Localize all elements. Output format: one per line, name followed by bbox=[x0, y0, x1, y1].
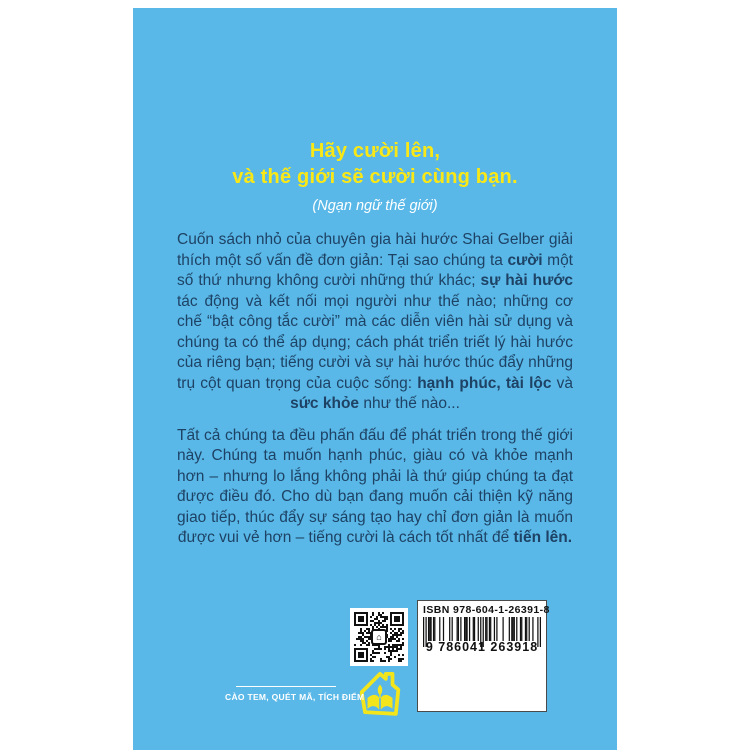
cover-tagline bbox=[133, 138, 617, 190]
qr-code-pattern bbox=[354, 612, 404, 662]
tagline-attribution: (Ngạn ngữ thế giới) bbox=[312, 198, 438, 214]
text-segment: hạnh phúc, tài lộc bbox=[417, 374, 552, 392]
text-segment: cười bbox=[507, 251, 543, 269]
tagline-line2: và thế giới sẽ cười cùng bạn. bbox=[232, 166, 518, 188]
isbn-label: ISBN 978-604-1-26391-8 bbox=[423, 604, 550, 616]
text-segment: một số thứ nhưng không cười những thứ khác; bbox=[177, 251, 573, 289]
text-segment: Tất cả chúng ta đều phấn đấu để phát triển trong thế giới này. Chúng ta muốn hạnh phúc, giàu có và khỏe mạnh hơn – nhưng lo lắng không phải là thứ giúp chúng ta đạt được điều đó. Cho dù bạn đang muốn cải thiện kỹ năng giao tiếp, thúc đẩy sự sáng tạo hay chỉ đơn giản là muốn được vui vẻ hơn – tiếng cười là cách tốt nhất để bbox=[177, 426, 573, 546]
body-paragraph bbox=[177, 426, 573, 549]
loyalty-text: CÀO TEM, QUÉT MÃ, TÍCH ĐIỂM bbox=[225, 692, 365, 702]
barcode-digits: 9 786041 263918 bbox=[425, 640, 539, 654]
back-cover bbox=[133, 8, 617, 750]
text-segment: tác động và kết nối mọi người như thế nào; những cơ chế “bật công tắc cười” mà các diễn viên hài sử dụng và chúng ta có thể áp dụng; cách phát triển triết lý hài hước của riêng bạn; tiếng cười và sự hài hước thúc đẩy những trụ cột quan trọng của cuộc sống: bbox=[177, 292, 573, 392]
qr-code bbox=[350, 608, 408, 666]
tagline-line1: Hãy cười lên, bbox=[309, 140, 441, 162]
body-paragraph bbox=[177, 230, 573, 415]
loyalty-note bbox=[225, 686, 365, 702]
text-segment: như thế nào... bbox=[359, 395, 460, 412]
loyalty-divider bbox=[236, 686, 336, 687]
qr-center-house-icon: ⌂ bbox=[371, 629, 387, 645]
text-segment: sự hài hước bbox=[480, 272, 573, 289]
text-segment: Cuốn sách nhỏ của chuyên gia hài hước Shai Gelber giải thích một số vấn đề đơn giản: Tại sao chúng ta bbox=[177, 231, 573, 269]
isbn-barcode-block bbox=[417, 600, 550, 712]
cover-description bbox=[177, 230, 573, 560]
text-segment: sức khỏe bbox=[290, 395, 360, 412]
text-segment: tiến lên. bbox=[513, 529, 573, 546]
text-segment: và bbox=[551, 374, 573, 392]
